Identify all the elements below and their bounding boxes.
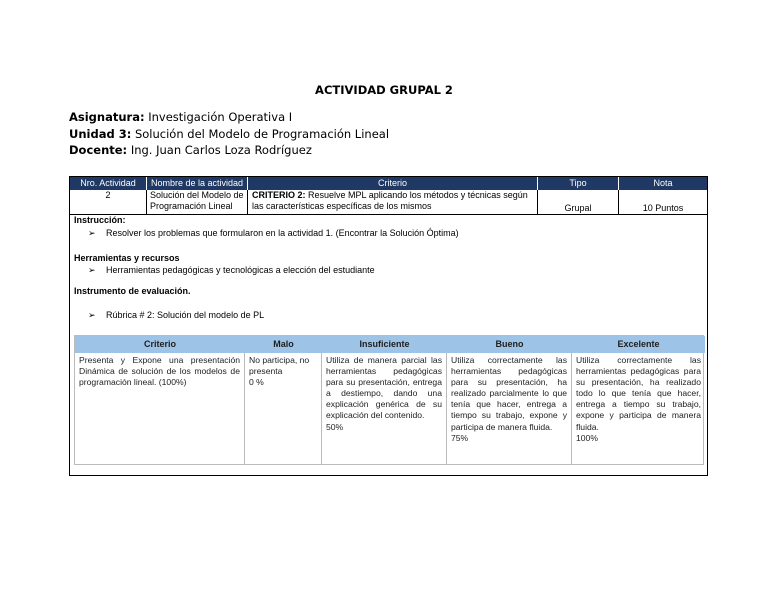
docente-line: Docente: Ing. Juan Carlos Loza Rodríguez (69, 143, 312, 157)
arrow-bullet-icon: ➢ (88, 310, 96, 320)
document-title: ACTIVIDAD GRUPAL 2 (315, 83, 453, 97)
instruccion-bullet: ➢ Resolver los problemas que formularon en la actividad 1. (Encontrar la Solución Óptima) (88, 228, 459, 238)
arrow-bullet-icon: ➢ (88, 265, 96, 275)
instruccion-label: Instrucción: (74, 215, 126, 225)
rubric-header-criterio: Criterio (75, 336, 245, 353)
instrumento-label: Instrumento de evaluación. (74, 286, 191, 296)
unidad-line: Unidad 3: Solución del Modelo de Programación Lineal (69, 126, 390, 141)
activity-table (69, 176, 708, 476)
rubric-header-malo: Malo (245, 336, 322, 353)
cell-tipo: Grupal (538, 190, 619, 215)
rubric-cell-excelente: Utiliza correctamente las herramientas pedagógicas para su presentación, ha realizado todo lo que tenía que hacer, entrega a tiempo su trabajo, expone y participa de manera fluida. 100% (576, 355, 701, 443)
rubric-cell-malo: No participa, no presenta 0 % (245, 353, 322, 464)
asignatura-line: Asignatura: Investigación Operativa I (69, 110, 293, 124)
cell-nota: 10 Puntos (619, 190, 707, 215)
course-info (69, 109, 389, 159)
rubric-table (74, 335, 704, 465)
rubric-header-excelente: Excelente (572, 336, 705, 353)
rubric-header-insuficiente: Insuficiente (322, 336, 447, 353)
herramientas-bullet: ➢ Herramientas pedagógicas y tecnológicas a elección del estudiante (88, 265, 375, 275)
rubric-cell-criterio: Presenta y Expone una presentación Dinámica de solución de los modelos de programación lineal. (100%) (75, 353, 245, 464)
arrow-bullet-icon: ➢ (88, 228, 96, 238)
instrumento-bullet: ➢ Rúbrica # 2: Solución del modelo de PL (88, 310, 265, 320)
rubric-header-bueno: Bueno (447, 336, 572, 353)
header-nro: Nro. Actividad (70, 177, 147, 190)
herramientas-label: Herramientas y recursos (74, 253, 180, 263)
cell-nombre: Solución del Modelo de Programación Lineal (147, 190, 248, 215)
cell-nro: 2 (70, 190, 147, 215)
header-nota: Nota (619, 177, 707, 190)
rubric-cell-insuficiente: Utiliza de manera parcial las herramientas pedagógicas para su presentación, entrega a destiempo, dando una explicación genérica de su explicación del contenido. 50% (322, 353, 447, 464)
cell-criterio: CRITERIO 2: Resuelve MPL aplicando los métodos y técnicas según las características específicas de los mismos (248, 190, 538, 215)
header-criterio: Criterio (248, 177, 538, 190)
rubric-cell-bueno: Utiliza correctamente las herramientas pedagógicas para su presentación, ha realizado parcialmente lo que tenía que hacer, entrega a tiempo su trabajo, expone y participa de manera fluida. 75% (447, 353, 572, 464)
header-tipo: Tipo (538, 177, 619, 190)
header-nombre: Nombre de la actividad (147, 177, 248, 190)
